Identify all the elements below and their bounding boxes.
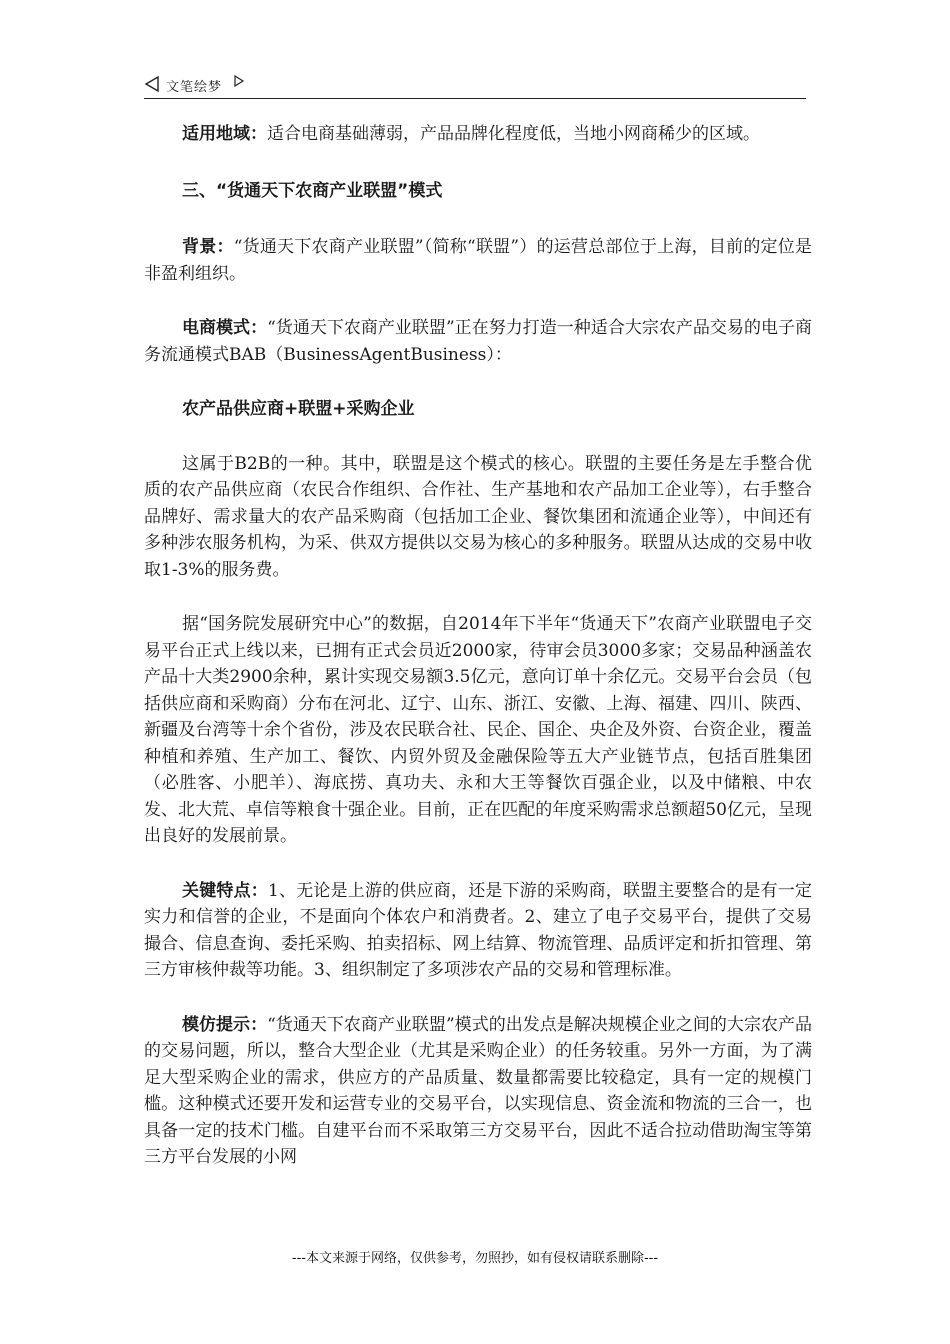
imitation-tips-paragraph [144,1012,812,1171]
b2b-paragraph: 这属于B2B的一种。其中，联盟是这个模式的核心。联盟的主要任务是左手整合优质的农产品供应商（农民合作组织、合作社、生产基地和农产品加工企业等），右手整合品牌好、需求量大的农产品采购商（包括加工企业、餐饮集团和流通企业等），中间还有多种涉农服务机构，为采、供双方提供以交易为核心的多种服务。联盟从达成的交易中收取1-3%的服务费。 [144,453,812,580]
applicable-region-label: 适用地域： [182,124,267,144]
key-features-text: 1、无论是上游的供应商，还是下游的采购商，联盟主要整合的是有一定实力和信誉的企业，不是面向个体农户和消费者。2、建立了电子交易平台，提供了交易撮合、信息查询、委托采购、拍卖招标、网上结算、物流管理、品质评定和折扣管理、第三方审核仲裁等功能。3、组织制定了多项涉农产品的交易和管理标准。 [144,880,812,980]
key-features-paragraph [144,878,812,984]
model-formula-heading: 农产品供应商+联盟+采购企业 [182,399,415,419]
background-label: 背景： [182,237,234,257]
background-paragraph [144,234,812,287]
left-triangle-icon [144,76,160,92]
right-triangle-icon [233,75,245,87]
footer-disclaimer: ---本文来源于网络，仅供参考，勿照抄，如有侵权请联系删除--- [291,1251,659,1266]
ecommerce-model-label: 电商模式： [182,318,268,338]
data-paragraph: 据“国务院发展研究中心”的数据，自2014年下半年“货通天下”农商产业联盟电子交易平台正式上线以来，已拥有正式会员近2000家，待审会员3000多家；交易品种涵盖农产品十大类2900余种，累计实现交易额3.5亿元，意向订单十余亿元。交易平台会员（包括供应商和采购商）分布在河北、辽宁、山东、浙江、安徽、上海、福建、四川、陕西、新疆及台湾等十余个省份，涉及农民联合社、民企、国企、央企及外资、台资企业，覆盖种植和养殖、生产加工、餐饮、内贸外贸及金融保险等五大产业链节点，包括百胜集团（必胜客、小肥羊）、海底捞、真功夫、永和大王等餐饮百强企业，以及中储粮、中农发、北大荒、卓信等粮食十强企业。目前，正在匹配的年度采购需求总额超50亿元，呈现出良好的发展前景。 [144,614,812,846]
imitation-tips-label: 模仿提示： [182,1014,268,1035]
ecommerce-model-text: “货通天下农商产业联盟”正在努力打造一种适合大宗农产品交易的电子商务流通模式BAB（BusinessAgentBusiness）： [144,318,813,365]
imitation-tips-text: “货通天下农商产业联盟”模式的出发点是解决规模企业之间的大宗农产品的交易问题，所以，整合大型企业（尤其是采购企业）的任务较重。另外一方面，为了满足大型采购企业的需求，供应方的产品质量、数量都需要比较稳定，具有一定的规模门槛。这种模式还要开发和运营专业的交易平台，以实现信息、资金流和物流的三合一，也具备一定的技术门槛。自建平台而不采取第三方交易平台，因此不适合拉动借助淘宝等第三方平台发展的小网 [144,1014,813,1167]
applicable-region-text: 适合电商基础薄弱，产品品牌化程度低，当地小网商稀少的区域。 [267,124,760,144]
page-header [144,72,806,99]
applicable-region-paragraph [144,121,812,148]
ecommerce-model-paragraph [144,315,812,368]
background-text: “货通天下农商产业联盟”（简称“联盟”）的运营总部位于上海，目前的定位是非盈利组织。 [144,237,813,284]
section-three-heading: 三、“货通天下农商产业联盟”模式 [182,180,443,201]
key-features-label: 关键特点： [182,880,268,901]
document-body [144,121,812,1171]
header-title: 文笔绘梦 [166,80,223,95]
